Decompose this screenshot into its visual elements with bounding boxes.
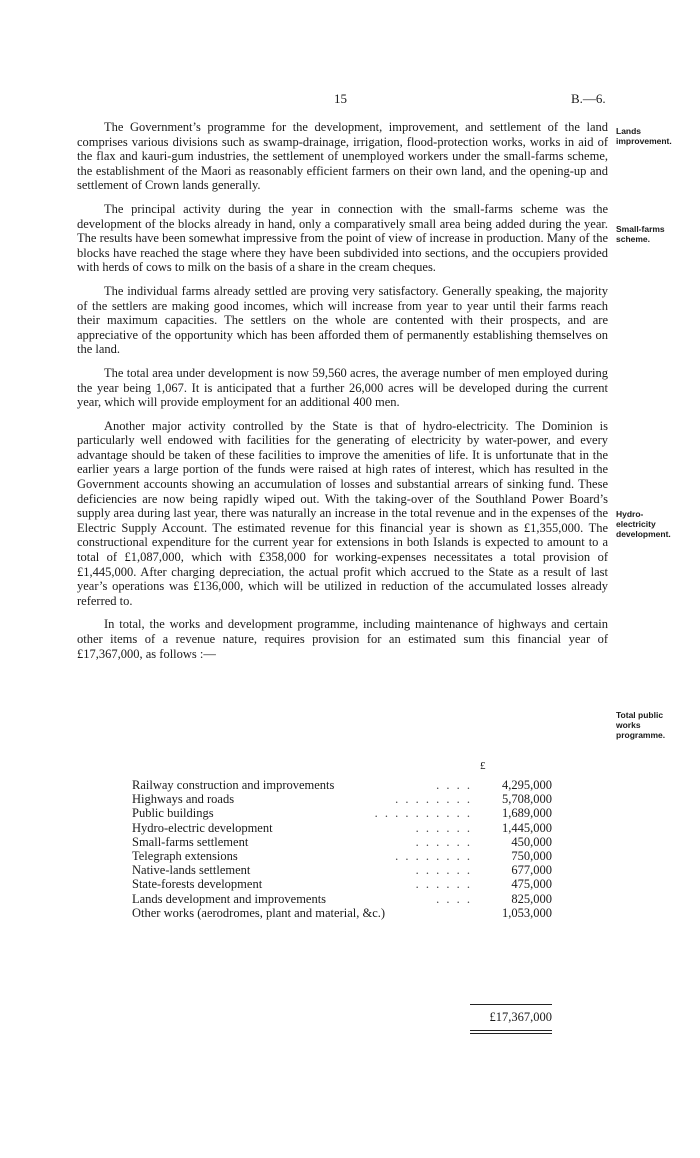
body-text [77, 120, 608, 670]
page-number: 15 [334, 91, 347, 106]
total-rule-bottom-2 [470, 1033, 552, 1034]
table-row: Other works (aerodromes, plant and material, &c.) 1,053,000 [132, 905, 552, 920]
table-row: Highways and roads . . . . . . . . 5,708,000 [132, 792, 552, 807]
page-header [0, 91, 700, 107]
table-row: Railway construction and improvements . . . . 4,295,000 [132, 778, 552, 792]
total-rule-bottom-1 [470, 1030, 552, 1031]
currency-header: £ [480, 760, 486, 772]
table-row: Hydro-electric development . . . . . . 1,445,000 [132, 820, 552, 835]
paragraph-total-programme: In total, the works and development programme, including maintenance of highways and certain other items of a revenue nature, requires provision for an estimated sum this financial year of £17,367,000, as follows :— [77, 617, 608, 661]
paragraph-total-area: The total area under development is now 59,560 acres, the average number of men employed during the year being 1,067. It is anticipated that a further 26,000 acres will be developed during the current year, which will provide employment for an additional 400 men. [77, 365, 608, 410]
document-reference: B.—6. [571, 91, 606, 106]
margin-note-small-farms: Small-farms scheme. [616, 224, 665, 244]
table-total: £17,367,000 [489, 1010, 552, 1024]
table-row: Lands development and improvements . . . . 825,000 [132, 891, 552, 906]
paragraph-individual-farms: The individual farms already settled are proving very satisfactory. Generally speaking, the majority of the settlers are making good incomes, which will increase from year to year until their farms reach their maximum capacities. The settlers on the whole are contented with their prospects, and are appreciative of the opportunity which has been afforded them of permanently establishing themselves on the land. [77, 283, 608, 357]
paragraph-lands-improvement: The Government’s programme for the development, improvement, and settlement of the land comprises various divisions such as swamp-drainage, irrigation, flood-protection works, works in aid of the flax and kauri-gum industries, the settlement of unemployed workers under the small-farms scheme, the establishment of the Maori as reasonably efficient farmers on their own land, and the opening-up and settlement of Crown lands generally. [77, 120, 608, 193]
total-rule-top [470, 1004, 552, 1005]
margin-note-total-works: Total public works programme. [616, 710, 666, 740]
table-row: Public buildings . . . . . . . . . . 1,689,000 [132, 806, 552, 821]
table-row: Telegraph extensions . . . . . . . . 750,000 [132, 848, 552, 863]
margin-note-hydro-electricity: Hydro- electricity development. [616, 509, 671, 539]
paragraph-small-farms: The principal activity during the year in connection with the small-farms scheme was the development of the blocks already in hand, only a comparatively small area being added during the year. The results have been somewhat impressive from the point of view of increase in production. Many of the blocks have reached the stage where they have been subdivided into sections, and the occupiers provided with herds of cows to milk on the basis of a share in the cream cheques. [77, 201, 608, 275]
table-row: Native-lands settlement . . . . . . 677,000 [132, 863, 552, 878]
expenditure-table [132, 778, 562, 920]
table-row: State-forests development . . . . . . 475,000 [132, 877, 552, 892]
margin-note-lands-improvement: Lands improvement. [616, 126, 672, 146]
table-row: Small-farms settlement . . . . . . 450,000 [132, 834, 552, 849]
paragraph-hydro-electricity: Another major activity controlled by the State is that of hydro-electricity. The Dominion is particularly well endowed with facilities for the generating of electricity by water-power, and every advantage should be taken of these facilities to improve the amenities of life. It is unfortunate that in the earlier years a large portion of the funds were raised at high rates of interest, which has resulted in the Government accounts showing an accumulation of losses and substantial arrears of sinking fund. These deficiencies are now being rapidly wiped out. With the taking-over of the Southland Power Board’s supply area during last year, there was naturally an increase in the total revenue and in the expenses of the Electric Supply Account. The estimated revenue for this financial year is shown as £1,355,000. The constructional expenditure for the current year for extensions in both Islands is expected to amount to a total of £1,087,000, which with £358,000 for working-expenses necessitates a total provision of £1,445,000. After charging depreciation, the actual profit which accrued to the State as a result of last year’s operations was £136,000, which will be utilized in reduction of the accumulated losses already referred to. [77, 418, 608, 608]
